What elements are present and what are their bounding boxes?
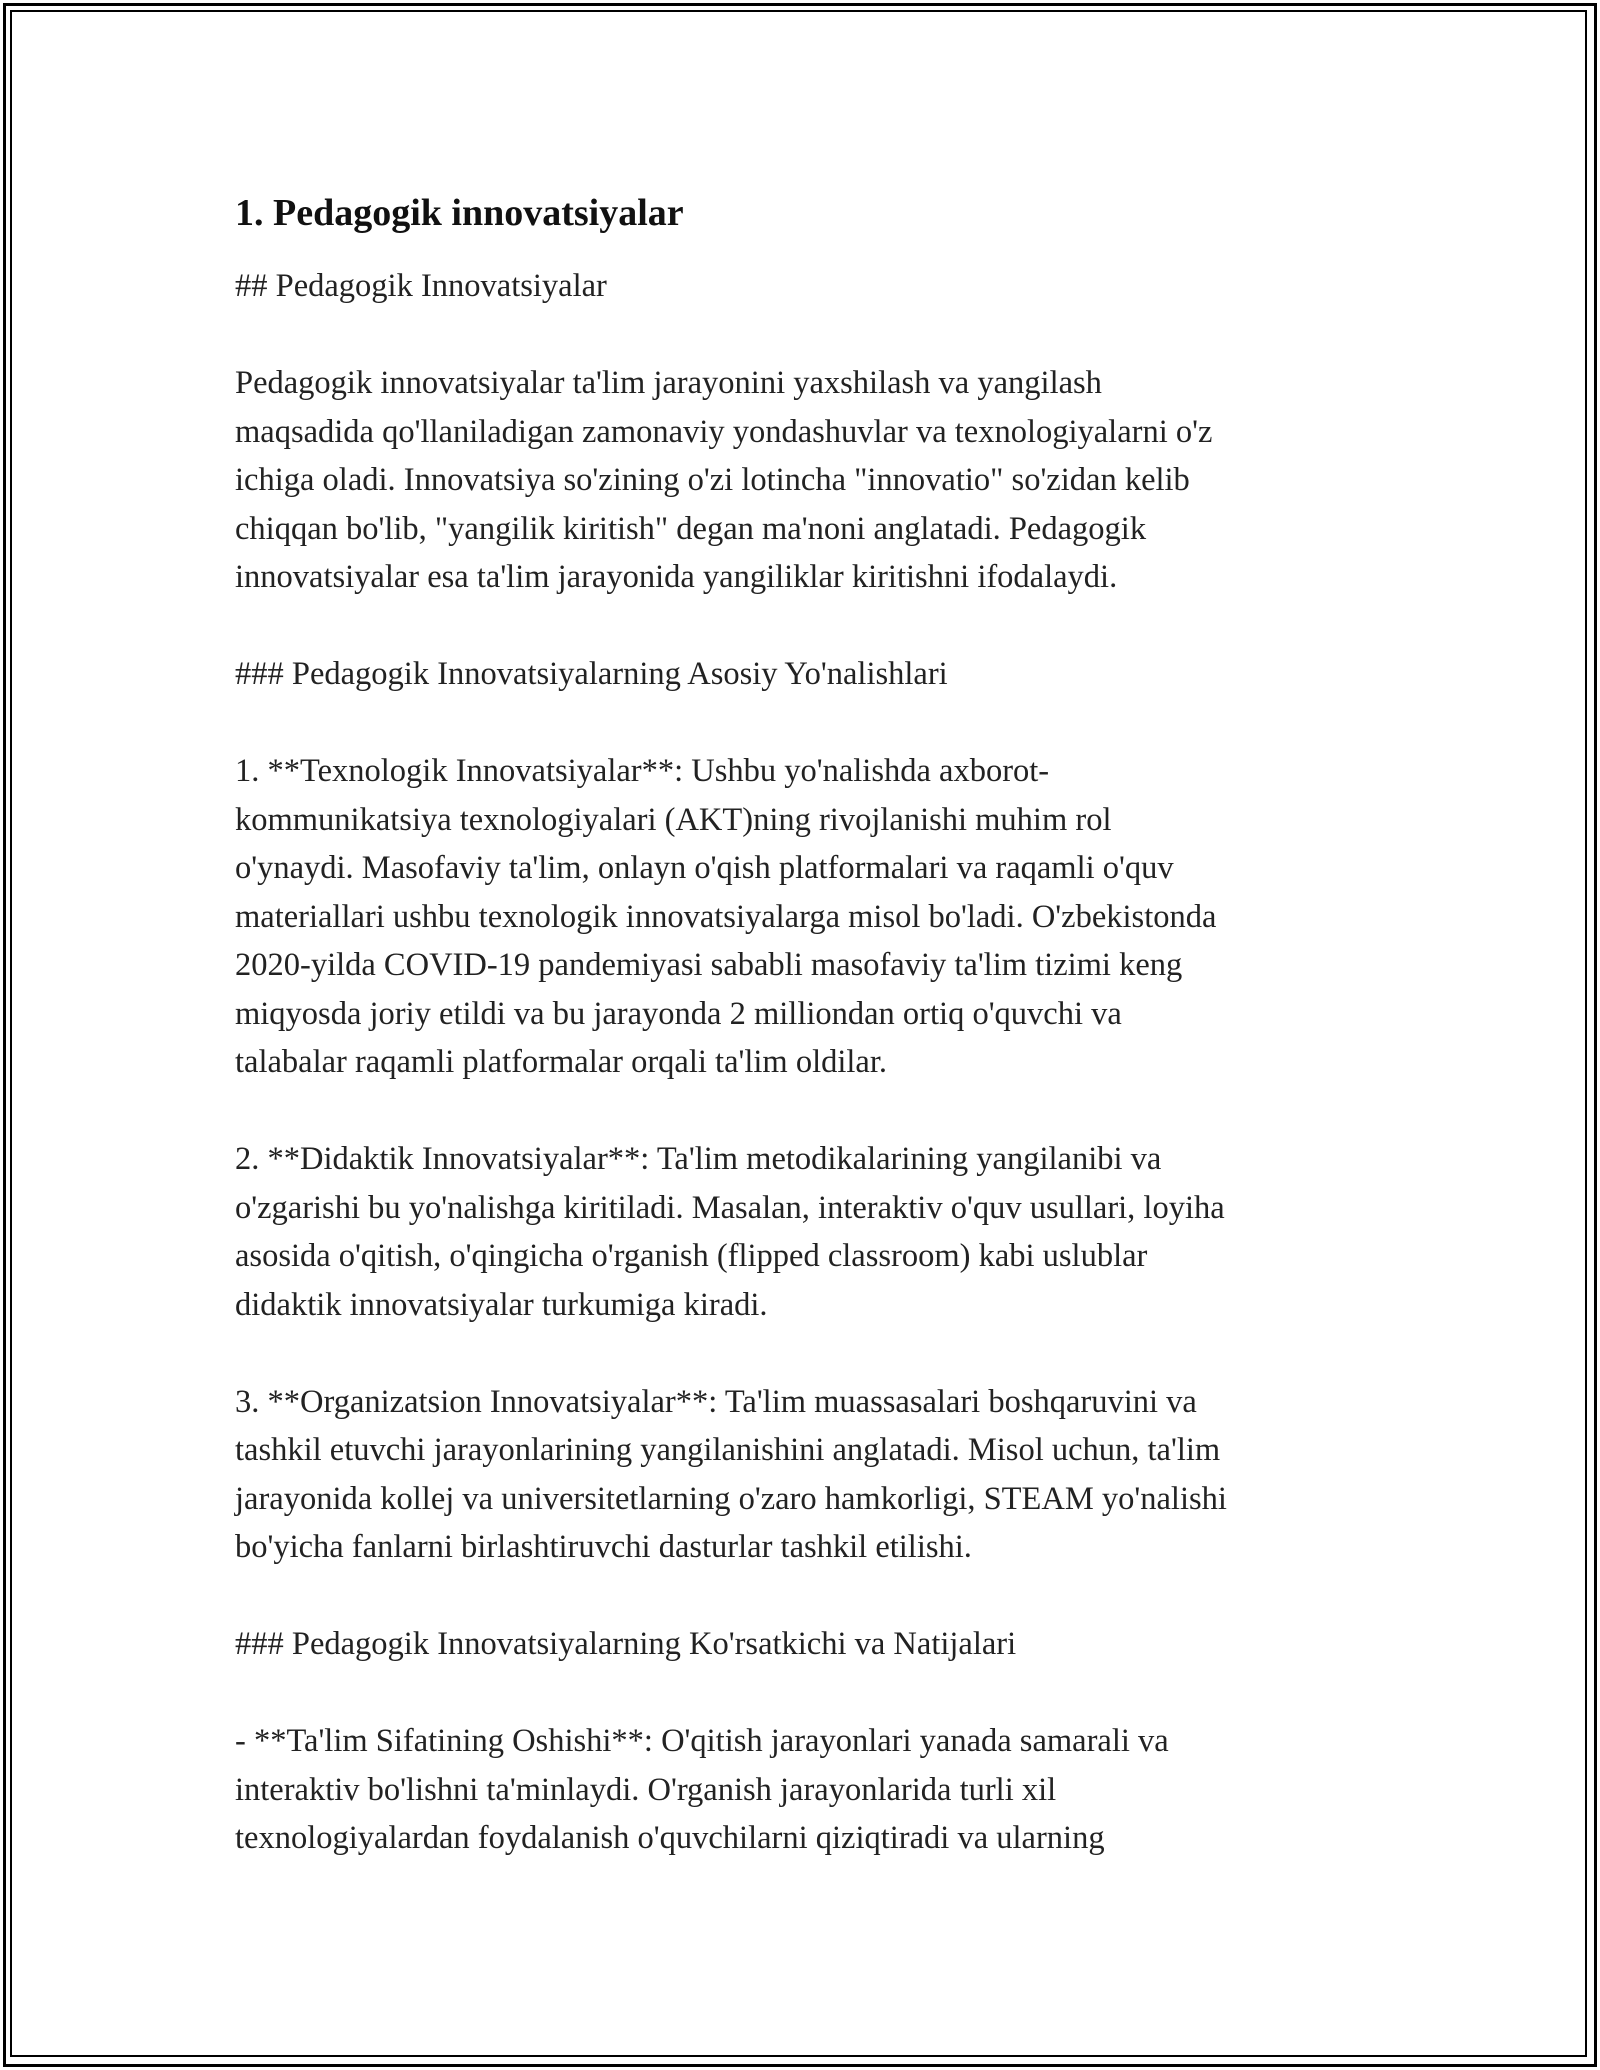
document-title: 1. Pedagogik innovatsiyalar	[235, 192, 684, 234]
list-item-quality: - **Ta'lim Sifatining Oshishi**: O'qitish jarayonlari yanada samarali va interaktiv bo'lishni ta'minlaydi. O'rganish jarayonlarida turli xil texnologiyalardan foydalanish o'quvchilarni qiziqtiradi va ularning	[235, 1723, 1169, 1856]
subsection-heading: ### Pedagogik Innovatsiyalarning Ko'rsatkichi va Natijalari	[235, 1626, 1017, 1662]
subsection-heading: ### Pedagogik Innovatsiyalarning Asosiy Yo'nalishlari	[235, 656, 948, 692]
intro-paragraph: Pedagogik innovatsiyalar ta'lim jarayonini yaxshilash va yangilash maqsadida qo'llaniladigan zamonaviy yondashuvlar va texnologiyalarni o'z ichiga oladi. Innovatsiya so'zining o'zi lotincha "innovatio" so'zidan kelib chiqqan bo'lib, "yangilik kiritish" degan ma'noni anglatadi. Pedagogik innovatsiyalar esa ta'lim jarayonida yangiliklar kiritishni ifodalaydi.	[235, 365, 1213, 595]
list-item-didactic: 2. **Didaktik Innovatsiyalar**: Ta'lim metodikalarining yangilanibi va o'zgarishi bu yo'nalishga kiritiladi. Masalan, interaktiv o'quv usullari, loyiha asosida o'qitish, o'qingicha o'rganish (flipped classroom) kabi uslublar didaktik innovatsiyalar turkumiga kiradi.	[235, 1141, 1225, 1323]
section-heading: ## Pedagogik Innovatsiyalar	[235, 268, 607, 304]
list-item-organizational: 3. **Organizatsion Innovatsiyalar**: Ta'lim muassasalari boshqaruvini va tashkil etuvchi jarayonlarining yangilanishini anglatadi. Misol uchun, ta'lim jarayonida kollej va universitetlarning o'zaro hamkorligi, STEAM yo'nalishi bo'yicha fanlarni birlashtiruvchi dasturlar tashkil etilishi.	[235, 1383, 1227, 1565]
list-item-technological: 1. **Texnologik Innovatsiyalar**: Ushbu yo'nalishda axborot- kommunikatsiya texnologiyalari (AKT)ning rivojlanishi muhim rol o'ynaydi. Masofaviy ta'lim, onlayn o'qish platformalari va raqamli o'quv materiallari ushbu texnologik innovatsiyalarga misol bo'ladi. O'zbekistonda 2020-yilda COVID-19 pandemiyasi sababli masofaviy ta'lim tizimi keng miqyosda joriy etildi va bu jarayonda 2 milliondan ortiq o'quvchi va talabalar raqamli platformalar orqali ta'lim oldilar.	[235, 753, 1217, 1080]
document-body	[235, 188, 1395, 1911]
